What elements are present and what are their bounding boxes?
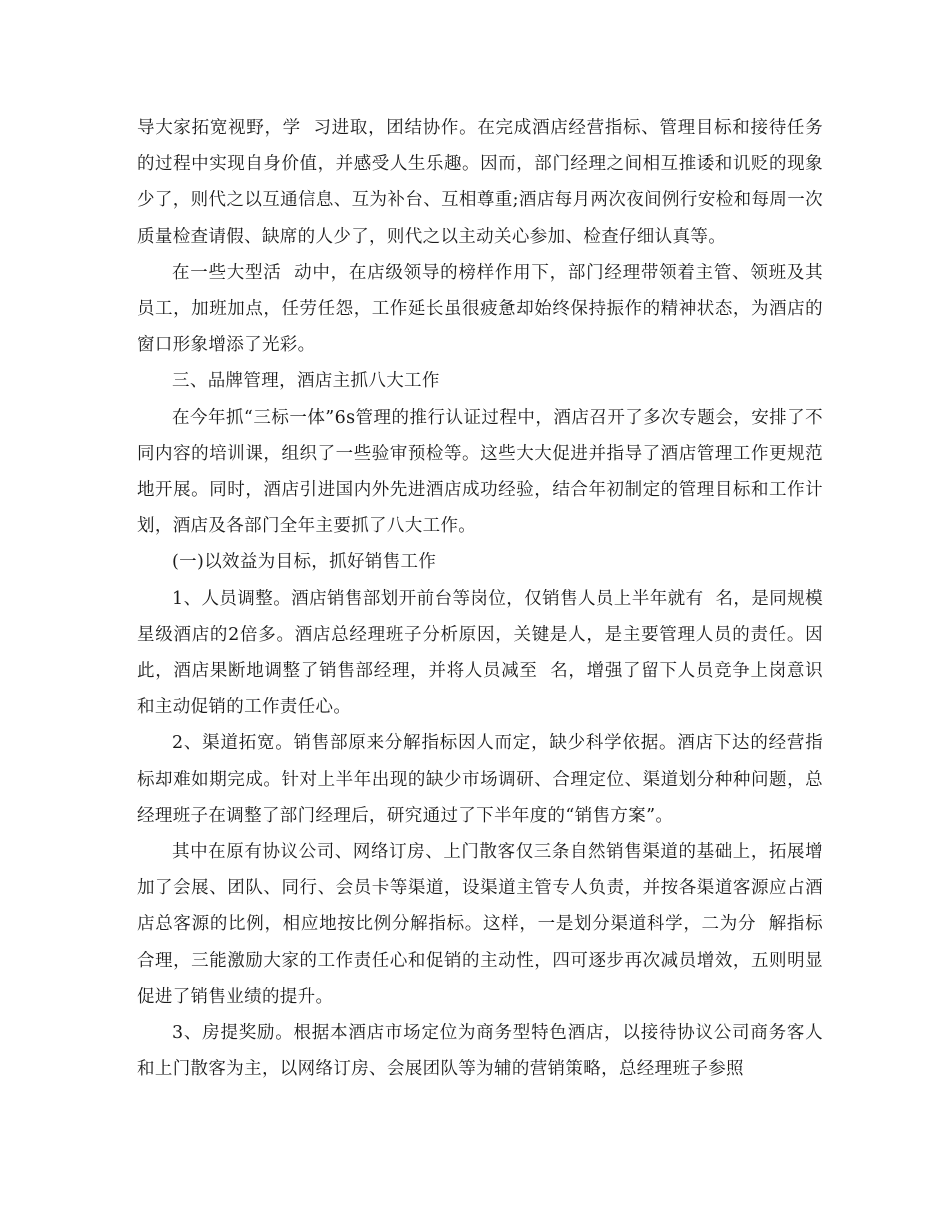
paragraph: 2、渠道拓宽。销售部原来分解指标因人而定，缺少科学依据。酒店下达的经营指标却难如期完成。针对上半年出现的缺少市场调研、合理定位、渠道划分种种问题，总经理班子在调整了部门经理后，研究通过了下半年度的“销售方案”。 (137, 733, 823, 826)
paragraph: 在今年抓“三标一体”6s管理的推行认证过程中，酒店召开了多次专题会，安排了不同内容的培训课，组织了一些验审预检等。这些大大促进并指导了酒店管理工作更规范地开展。同时，酒店引进国内外先进酒店成功经验，结合年初制定的管理目标和工作计划，酒店及各部门全年主要抓了八大工作。 (137, 407, 823, 537)
paragraph: 在一些大型活 动中，在店级领导的榜样作用下，部门经理带领着主管、领班及其员工，加班加点，任劳任怨，工作延长虽很疲惫却始终保持振作的精神状态，为酒店的窗口形象增添了光彩。 (137, 262, 823, 356)
subsection-heading: (一)以效益为目标，抓好销售工作 (172, 552, 437, 573)
paragraph: 3、房提奖励。根据本酒店市场定位为商务型特色酒店，以接待协议公司商务客人和上门散客为主，以网络订房、会展团队等为辅的营销策略，总经理班子参照 (137, 1023, 823, 1080)
document-body (137, 110, 823, 1087)
paragraph: 导大家拓宽视野，学 习进取，团结协作。在完成酒店经营指标、管理目标和接待任务的过程中实现自身价值，并感受人生乐趣。因而，部门经理之间相互推诿和讥贬的现象少了，则代之以互通信息、互为补台、互相尊重;酒店每月两次夜间例行安检和每周一次质量检查请假、缺席的人少了，则代之以主动关心参加、检查仔细认真等。 (137, 118, 823, 247)
paragraph: 其中在原有协议公司、网络订房、上门散客仅三条自然销售渠道的基础上，拓展增加了会展、团队、同行、会员卡等渠道，设渠道主管专人负责，并按各渠道客源应占酒店总客源的比例，相应地按比例分解指标。这样，一是划分渠道科学，二为分 解指标合理，三能激励大家的工作责任心和促销的主动性，四可逐步再次减员增效，五则明显促进了销售业绩的提升。 (137, 842, 823, 1007)
paragraph: 1、人员调整。酒店销售部划开前台等岗位，仅销售人员上半年就有 名，是同规模星级酒店的2倍多。酒店总经理班子分析原因，关键是人，是主要管理人员的责任。因此，酒店果断地调整了销售部经理，并将人员减至 名，增强了留下人员竞争上岗意识和主动促销的工作责任心。 (137, 588, 823, 718)
section-heading: 三、品牌管理，酒店主抓八大工作 (172, 371, 440, 392)
